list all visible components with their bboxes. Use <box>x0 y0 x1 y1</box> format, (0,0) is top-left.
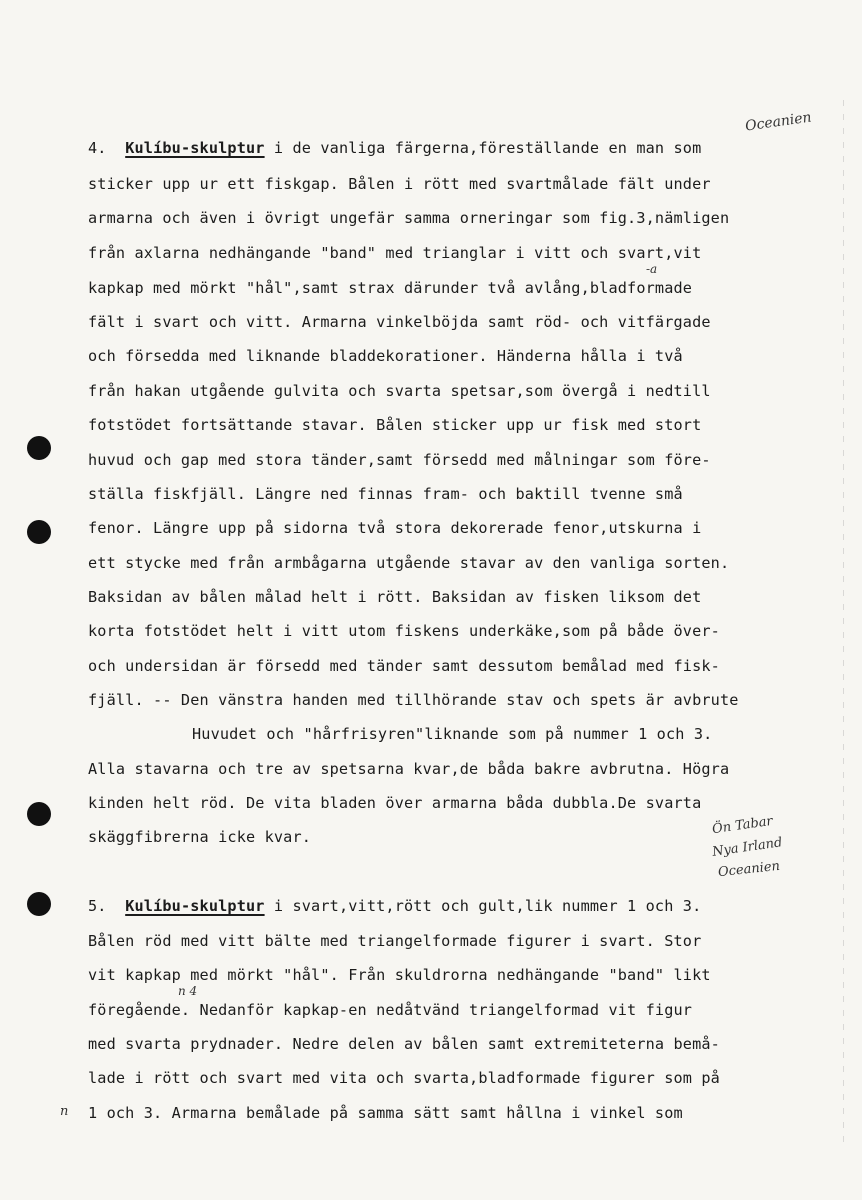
entry-4-line: skäggfibrerna icke kvar. <box>88 828 312 846</box>
entry-4-line: och försedda med liknande bladdekorationer. Händerna hålla i två <box>88 347 683 365</box>
entry-4-line: huvud och gap med stora tänder,samt försedd med målningar som före- <box>88 451 711 469</box>
entry-4-line: kinden helt röd. De vita bladen över armarna båda dubbla.De svarta <box>88 794 702 812</box>
entry-title: Kulíbu-skulptur <box>125 139 265 157</box>
side-note-line: Nya Irland <box>711 835 784 860</box>
entry-4-line: och undersidan är försedd med tänder samt dessutom bemålad med fisk- <box>88 657 720 675</box>
punch-hole <box>27 802 51 826</box>
punch-hole <box>27 436 51 460</box>
entry-number: 4. <box>88 139 107 157</box>
entry-5-line: föregående. Nedanför kapkap-en nedåtvänd triangelformad vit figur <box>88 1001 693 1019</box>
entry-4-line: ställa fiskfjäll. Längre ned finnas fram- och baktill tvenne små <box>88 485 683 503</box>
entry-4-line: från axlarna nedhängande "band" med trianglar i vitt och svart,vit <box>88 244 702 262</box>
entry-4-line: Baksidan av bålen målad helt i rött. Baksidan av fisken liksom det <box>88 588 702 606</box>
entry-4-line: kapkap med mörkt "hål",samt strax därunder två avlång,bladformade <box>88 279 693 297</box>
entry-4-line: fjäll. -- Den vänstra handen med tillhörande stav och spets är avbrute <box>88 691 739 709</box>
entry-4-line: fenor. Längre upp på sidorna två stora dekorerade fenor,utskurna i <box>88 519 702 537</box>
entry-5-line: Bålen röd med vitt bälte med triangelformade figurer i svart. Stor <box>88 932 702 950</box>
entry-4-line: korta fotstödet helt i vitt utom fiskens underkäke,som på både över- <box>88 622 720 640</box>
entry-title: Kulíbu-skulptur <box>125 897 265 915</box>
entry-5-line: med svarta prydnader. Nedre delen av bålen samt extremiteterna bemå- <box>88 1035 720 1053</box>
entry-4-line: sticker upp ur ett fiskgap. Bålen i rött med svartmålade fält under <box>88 175 711 193</box>
entry-4-line: fotstödet fortsättande stavar. Bålen sticker upp ur fisk med stort <box>88 416 702 434</box>
side-note-line: Oceanien <box>717 858 781 881</box>
insertion-mark: n 4 <box>178 984 198 998</box>
side-note-line: Ön Tabar <box>711 813 774 838</box>
entry-4-line: från hakan utgående gulvita och svarta spetsar,som övergå i nedtill <box>88 382 711 400</box>
entry-5-line: vit kapkap med mörkt "hål". Från skuldrorna nedhängande "band" likt <box>88 966 711 984</box>
entry-4-line: Alla stavarna och tre av spetsarna kvar,de båda bakre avbrutna. Högra <box>88 760 730 778</box>
punch-hole <box>27 892 51 916</box>
entry-5-line: 5. Kulíbu-skulptur i svart,vitt,rött och gult,lik nummer 1 och 3. <box>88 897 702 915</box>
entry-4-line: 4. Kulíbu-skulptur i de vanliga färgerna,föreställande en man som <box>88 139 702 157</box>
margin-note-top: Oceanien <box>744 109 813 135</box>
punch-hole <box>27 520 51 544</box>
margin-marker: n <box>60 1104 69 1119</box>
entry-4-line: Huvudet och "hårfrisyren"liknande som på nummer 1 och 3. <box>192 725 713 743</box>
entry-4-line: armarna och även i övrigt ungefär samma orneringar som fig.3,nämligen <box>88 209 730 227</box>
page-edge-shadow <box>843 100 844 1150</box>
entry-5-line: 1 och 3. Armarna bemålade på samma sätt samt hållna i vinkel som <box>88 1104 683 1122</box>
entry-number: 5. <box>88 897 107 915</box>
insertion-mark: -a <box>646 262 658 276</box>
entry-5-line: lade i rött och svart med vita och svarta,bladformade figurer som på <box>88 1069 720 1087</box>
entry-4-line: fält i svart och vitt. Armarna vinkelböjda samt röd- och vitfärgade <box>88 313 711 331</box>
entry-4-line: ett stycke med från armbågarna utgående stavar av den vanliga sorten. <box>88 554 730 572</box>
